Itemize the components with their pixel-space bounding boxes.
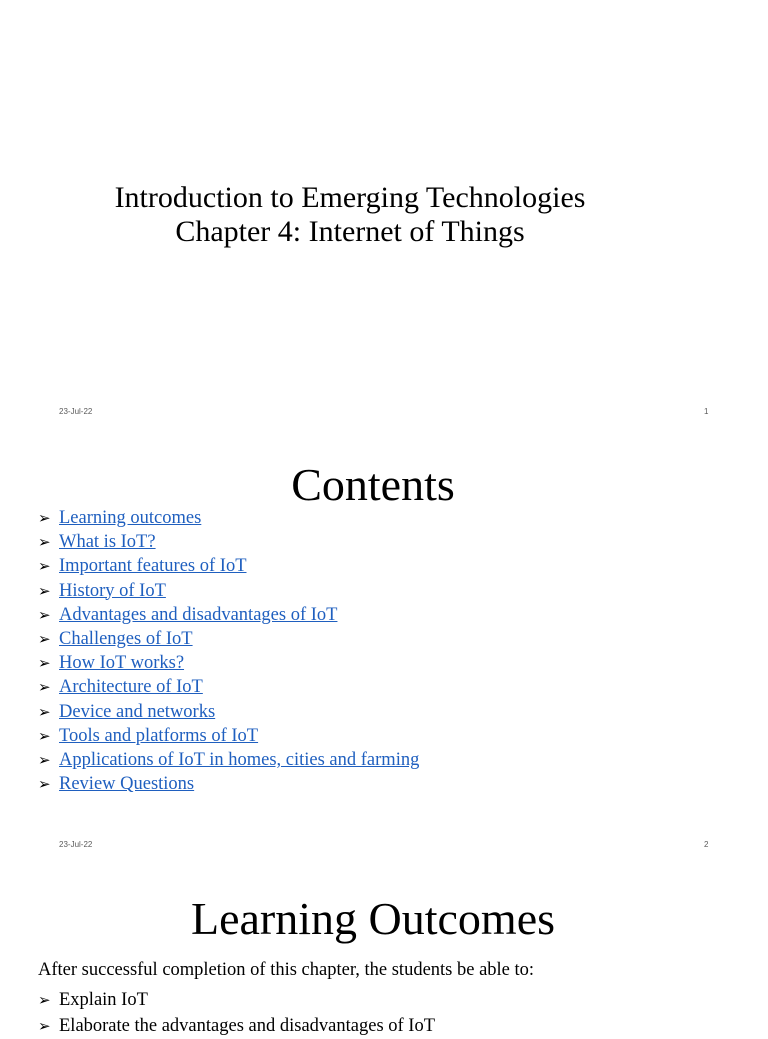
arrow-bullet-icon: ➢ — [38, 678, 51, 697]
contents-link[interactable]: Applications of IoT in homes, cities and farming — [59, 750, 420, 771]
contents-item — [38, 579, 419, 603]
outcome-text: Elaborate the advantages and disadvantages of IoT — [59, 1016, 436, 1036]
contents-item — [38, 506, 419, 530]
contents-item — [38, 700, 419, 724]
arrow-bullet-icon: ➢ — [38, 509, 51, 527]
arrow-bullet-icon: ➢ — [38, 581, 51, 600]
contents-link[interactable]: Challenges of IoT — [59, 629, 193, 650]
contents-list — [38, 506, 419, 796]
contents-item — [38, 724, 419, 748]
page-number: 2 — [704, 840, 709, 849]
contents-link[interactable]: History of IoT — [59, 580, 166, 601]
footer-date: 23-Jul-22 — [59, 407, 93, 416]
outcomes-list — [38, 987, 435, 1039]
contents-link[interactable]: How IoT works? — [59, 653, 185, 674]
contents-heading: Contents — [291, 459, 455, 510]
contents-item — [38, 627, 419, 651]
contents-item — [38, 530, 419, 554]
contents-link[interactable]: Device and networks — [59, 701, 216, 722]
contents-item — [38, 748, 419, 772]
arrow-bullet-icon: ➢ — [38, 775, 51, 794]
course-title: Introduction to Emerging Technologies — [114, 181, 586, 214]
arrow-bullet-icon: ➢ — [38, 726, 51, 745]
title-slide — [0, 0, 768, 433]
contents-link[interactable]: Review Questions — [59, 774, 195, 795]
arrow-bullet-icon: ➢ — [38, 605, 51, 624]
arrow-bullet-icon: ➢ — [38, 1017, 51, 1035]
arrow-bullet-icon: ➢ — [38, 751, 51, 770]
learning-outcomes-slide — [0, 866, 768, 1036]
footer-date: 23-Jul-22 — [59, 840, 93, 849]
contents-item — [38, 772, 419, 796]
learning-outcomes-heading: Learning Outcomes — [190, 893, 556, 944]
arrow-bullet-icon: ➢ — [38, 533, 51, 552]
arrow-bullet-icon: ➢ — [38, 630, 51, 649]
contents-link[interactable]: Important features of IoT — [59, 556, 247, 577]
outcome-item — [38, 987, 435, 1013]
outcome-item — [38, 1013, 435, 1039]
contents-link[interactable]: What is IoT? — [59, 532, 156, 553]
chapter-title: Chapter 4: Internet of Things — [175, 215, 525, 248]
contents-link[interactable]: Architecture of IoT — [59, 677, 203, 698]
contents-item — [38, 554, 419, 578]
arrow-bullet-icon: ➢ — [38, 557, 51, 576]
contents-link[interactable]: Advantages and disadvantages of IoT — [59, 604, 338, 625]
intro-text: After successful completion of this chapter, the students be able to: — [38, 960, 535, 980]
contents-item — [38, 675, 419, 699]
contents-item — [38, 603, 419, 627]
contents-link[interactable]: Learning outcomes — [59, 508, 202, 528]
arrow-bullet-icon: ➢ — [38, 654, 51, 673]
contents-slide — [0, 433, 768, 866]
slide-title — [0, 181, 700, 249]
contents-link[interactable]: Tools and platforms of IoT — [59, 725, 259, 746]
contents-item — [38, 651, 419, 675]
page-number: 1 — [704, 407, 709, 416]
outcome-text: Explain IoT — [59, 990, 148, 1010]
arrow-bullet-icon: ➢ — [38, 991, 51, 1009]
arrow-bullet-icon: ➢ — [38, 702, 51, 721]
